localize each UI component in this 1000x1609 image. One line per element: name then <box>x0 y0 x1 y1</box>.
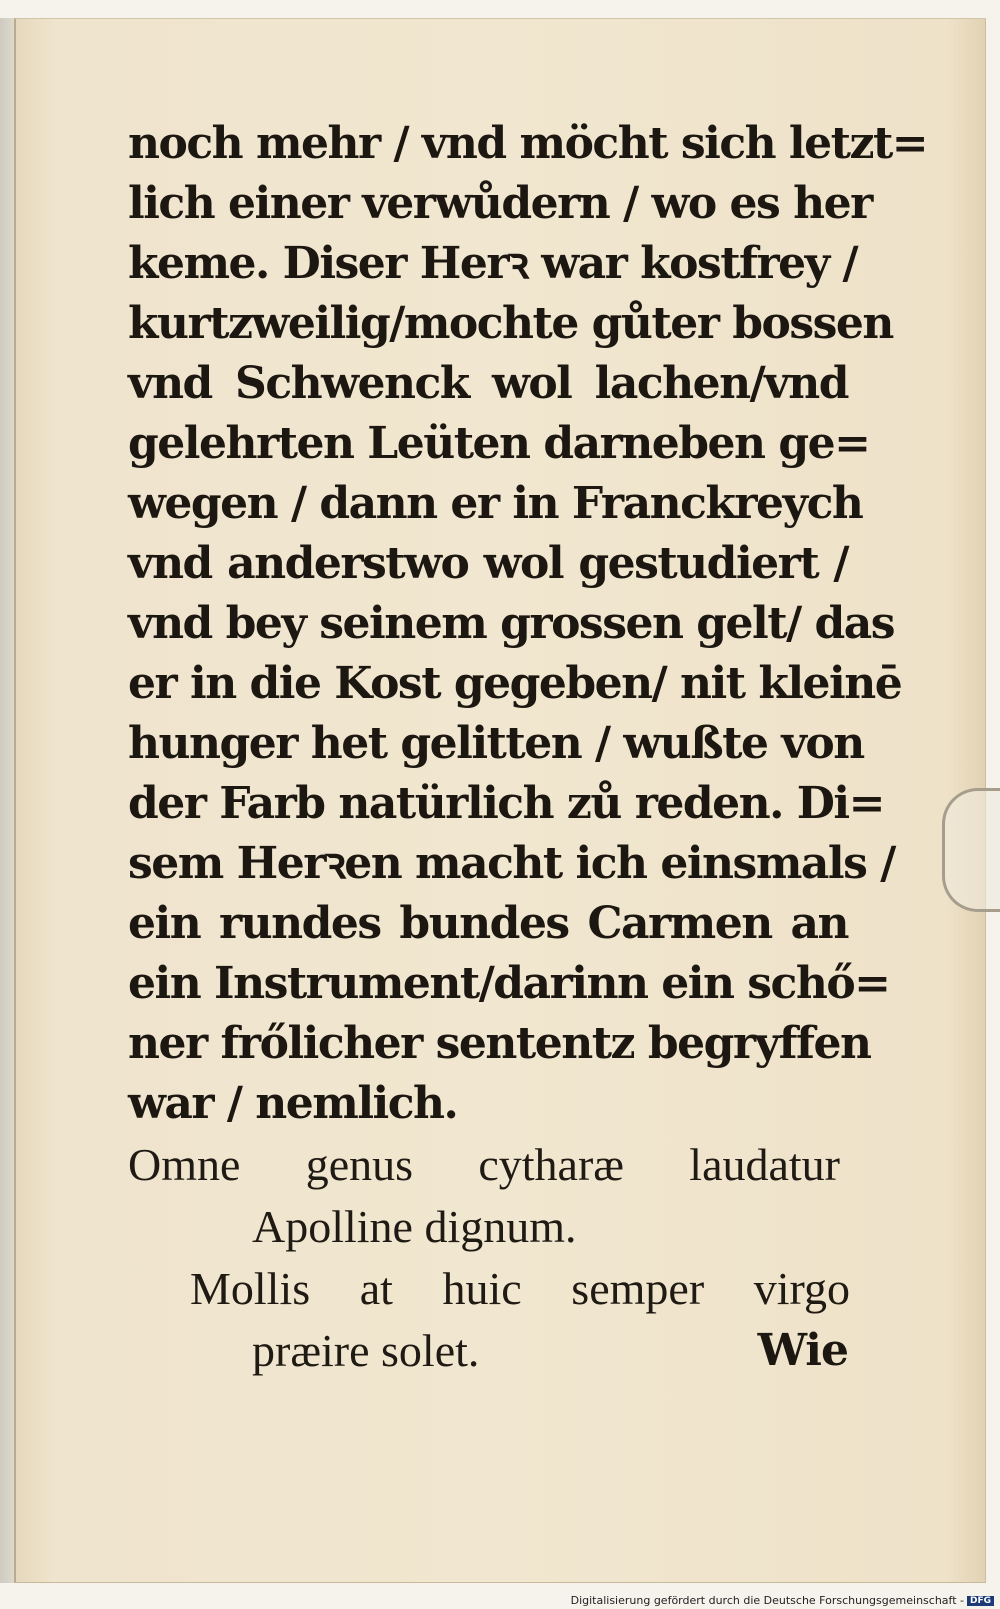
text-line: noch mehr / vnd möcht sich letzt= <box>128 118 928 169</box>
text-line: vnd Schwenck wol lachen/vnd <box>128 358 848 409</box>
text-line: ein Instrument/darinn ein schő= <box>128 958 890 1009</box>
text-line: ein rundes bundes Carmen an <box>128 898 848 949</box>
latin-verse-line: Omne genus cytharæ laudatur <box>128 1139 840 1190</box>
text-line: lich einer verwůdern / wo es her <box>128 178 872 229</box>
text-line: sem Herꝛen macht ich einsmals / <box>128 838 895 889</box>
text-line: war / nemlich. <box>128 1078 458 1129</box>
text-line: ner frőlicher sententz begryffen <box>128 1018 871 1069</box>
latin-verse-row <box>128 1320 848 1382</box>
book-edge <box>0 18 14 1583</box>
latin-verse-line: Apolline dignum. <box>252 1201 577 1252</box>
text-line: der Farb natürlich zů reden. Di= <box>128 778 884 829</box>
text-line: hunger het gelitten / wußte von <box>128 718 864 769</box>
dfg-logo: DFG <box>967 1596 994 1606</box>
latin-verse-line: præire solet. <box>252 1325 480 1376</box>
latin-verse-line: Mollis at huic semper virgo <box>190 1263 850 1314</box>
text-line: kurtzweilig/mochte gůter bossen <box>128 298 893 349</box>
page-clip <box>942 788 1000 912</box>
text-line: er in die Kost gegeben/ nit kleinē <box>128 658 902 709</box>
page-text <box>128 114 928 1382</box>
text-line: vnd anderstwo wol gestudiert / <box>128 538 848 589</box>
text-line: vnd bey seinem grossen gelt/ das <box>128 598 894 649</box>
catchword: Wie <box>757 1325 848 1376</box>
text-line: keme. Diser Herꝛ war kostfrey / <box>128 238 858 289</box>
text-line: wegen / dann er in Franckreych <box>128 478 863 529</box>
digitization-credit <box>571 1594 994 1607</box>
text-line: gelehrten Leüten darneben ge= <box>128 418 870 469</box>
credit-text: Digitalisierung gefördert durch die Deutsche Forschungsgemeinschaft - <box>570 1594 964 1607</box>
